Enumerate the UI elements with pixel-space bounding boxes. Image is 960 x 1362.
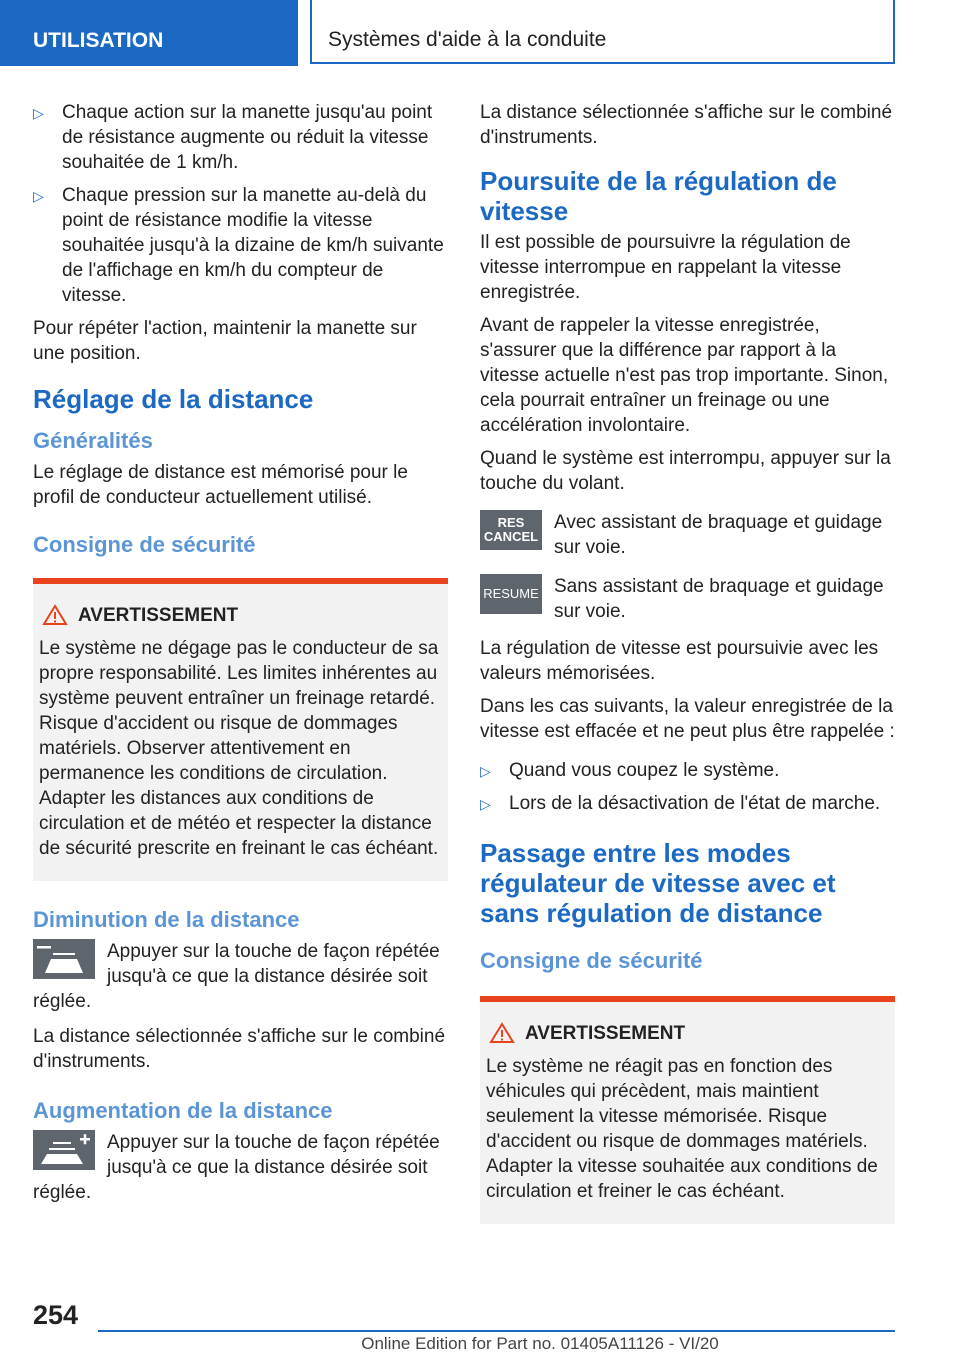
warning-text: Le système ne dégage pas le conducteur de sa propre responsabilité. Les limites inhérentes au système peuvent entraîner un freinage retardé. Risque d'accident ou risque de dommages matériels. Observer attentivement en permanence les conditions de circulation. Adapter les distances aux conditions de circulation et de météo et respecter la distance de sécurité prescrite en freinant le cas échéant. [39,638,439,859]
list-item: ▷ Quand vous coupez le système. [480,758,895,783]
list-item: ▷ Chaque pression sur la manette au-delà du point de résistance modifie la vitesse souhaitée jusqu'à la dizaine de km/h suivante de l'affichage en km/h du compteur de vitesse. [33,185,444,306]
distance-decrease-button-icon [33,939,95,979]
chapter-title: Systèmes d'aide à la conduite [310,0,895,64]
increase-instruction [33,1130,448,1205]
triangle-bullet-icon: ▷ [33,105,44,121]
list-item: ▷ Lors de la désactivation de l'état de marche. [480,791,895,816]
paragraph: Quand le système est interrompu, appuyer sur la touche du volant. [480,448,891,494]
list-item: ▷ Chaque action sur la manette jusqu'au point de résistance augmente ou réduit la vitesse souhaitée de 1 km/h. [33,102,433,173]
page-number: 254 [33,1300,79,1330]
section-title: UTILISATION [0,0,298,66]
heading-safety: Consigne de sécurité [33,532,256,557]
warning-box [33,578,448,881]
heading-increase: Augmentation de la distance [33,1098,333,1123]
triangle-bullet-icon: ▷ [480,763,491,779]
triangle-bullet-icon: ▷ [33,188,44,204]
paragraph: La distance sélectionnée s'affiche sur le combiné d'instruments. [480,102,893,148]
warning-box [480,996,895,1224]
paragraph: La régulation de vitesse est poursuivie avec les valeurs mémorisées. [480,638,879,684]
paragraph: Le réglage de distance est mémorisé pour le profil de conducteur actuellement utilisé. [33,462,408,508]
resume-instruction [480,574,895,624]
warning-title: AVERTISSEMENT [525,1022,889,1046]
triangle-bullet-icon: ▷ [480,796,491,812]
res-cancel-button-icon: RES CANCEL [480,510,542,550]
heading-distance: Réglage de la distance [33,384,314,414]
heading-safety: Consigne de sécurité [480,948,703,973]
paragraph: Appuyer sur la touche de façon répétée jusqu'à ce que la distance désirée soit réglée. [33,1132,440,1203]
left-column [33,100,448,1213]
warning-triangle-icon [42,604,68,626]
paragraph: Dans les cas suivants, la valeur enregistrée de la vitesse est effacée et ne peut plus être rappelée : [480,696,895,742]
paragraph: Appuyer sur la touche de façon répétée jusqu'à ce que la distance désirée soit réglée. [33,941,440,1012]
paragraph: Il est possible de poursuivre la régulation de vitesse interrompue en rappelant la vitesse enregistrée. [480,232,851,303]
warning-text: Le système ne réagit pas en fonction des véhicules qui précèdent, mais maintient seulement la vitesse mémorisée. Risque d'accident ou risque de dommages matériels. Adapter la vitesse souhaitée aux conditions de circulation et freiner le cas échéant. [486,1056,878,1202]
distance-increase-button-icon [33,1130,95,1170]
heading-resume: Poursuite de la régulation de vitesse [480,166,837,226]
page-header [0,0,960,66]
warning-title: AVERTISSEMENT [78,604,442,628]
paragraph: Pour répéter l'action, maintenir la manette sur une position. [33,318,417,364]
footer-divider [98,1330,895,1332]
right-column [480,100,895,1236]
resume-button-icon: RESUME [480,574,542,614]
warning-triangle-icon [489,1022,515,1044]
res-cancel-instruction [480,510,895,560]
paragraph: Sans assistant de braquage et guidage sur voie. [554,576,884,622]
paragraph: Avant de rappeler la vitesse enregistrée, s'assurer que la différence par rapport à la vitesse actuelle n'est pas trop importante. Sinon, cela pourrait entraîner un freinage ou une accélération involontaire. [480,315,889,436]
heading-decrease: Diminution de la distance [33,907,300,932]
paragraph: La distance sélectionnée s'affiche sur le combiné d'instruments. [33,1026,446,1072]
paragraph: Avec assistant de braquage et guidage sur voie. [554,512,883,558]
edition-text: Online Edition for Part no. 01405A11126 - VI/20 [361,1334,719,1353]
heading-switch-modes: Passage entre les modes régulateur de vitesse avec et sans régulation de distance [480,838,836,928]
decrease-instruction [33,939,448,1014]
heading-general: Généralités [33,428,153,453]
